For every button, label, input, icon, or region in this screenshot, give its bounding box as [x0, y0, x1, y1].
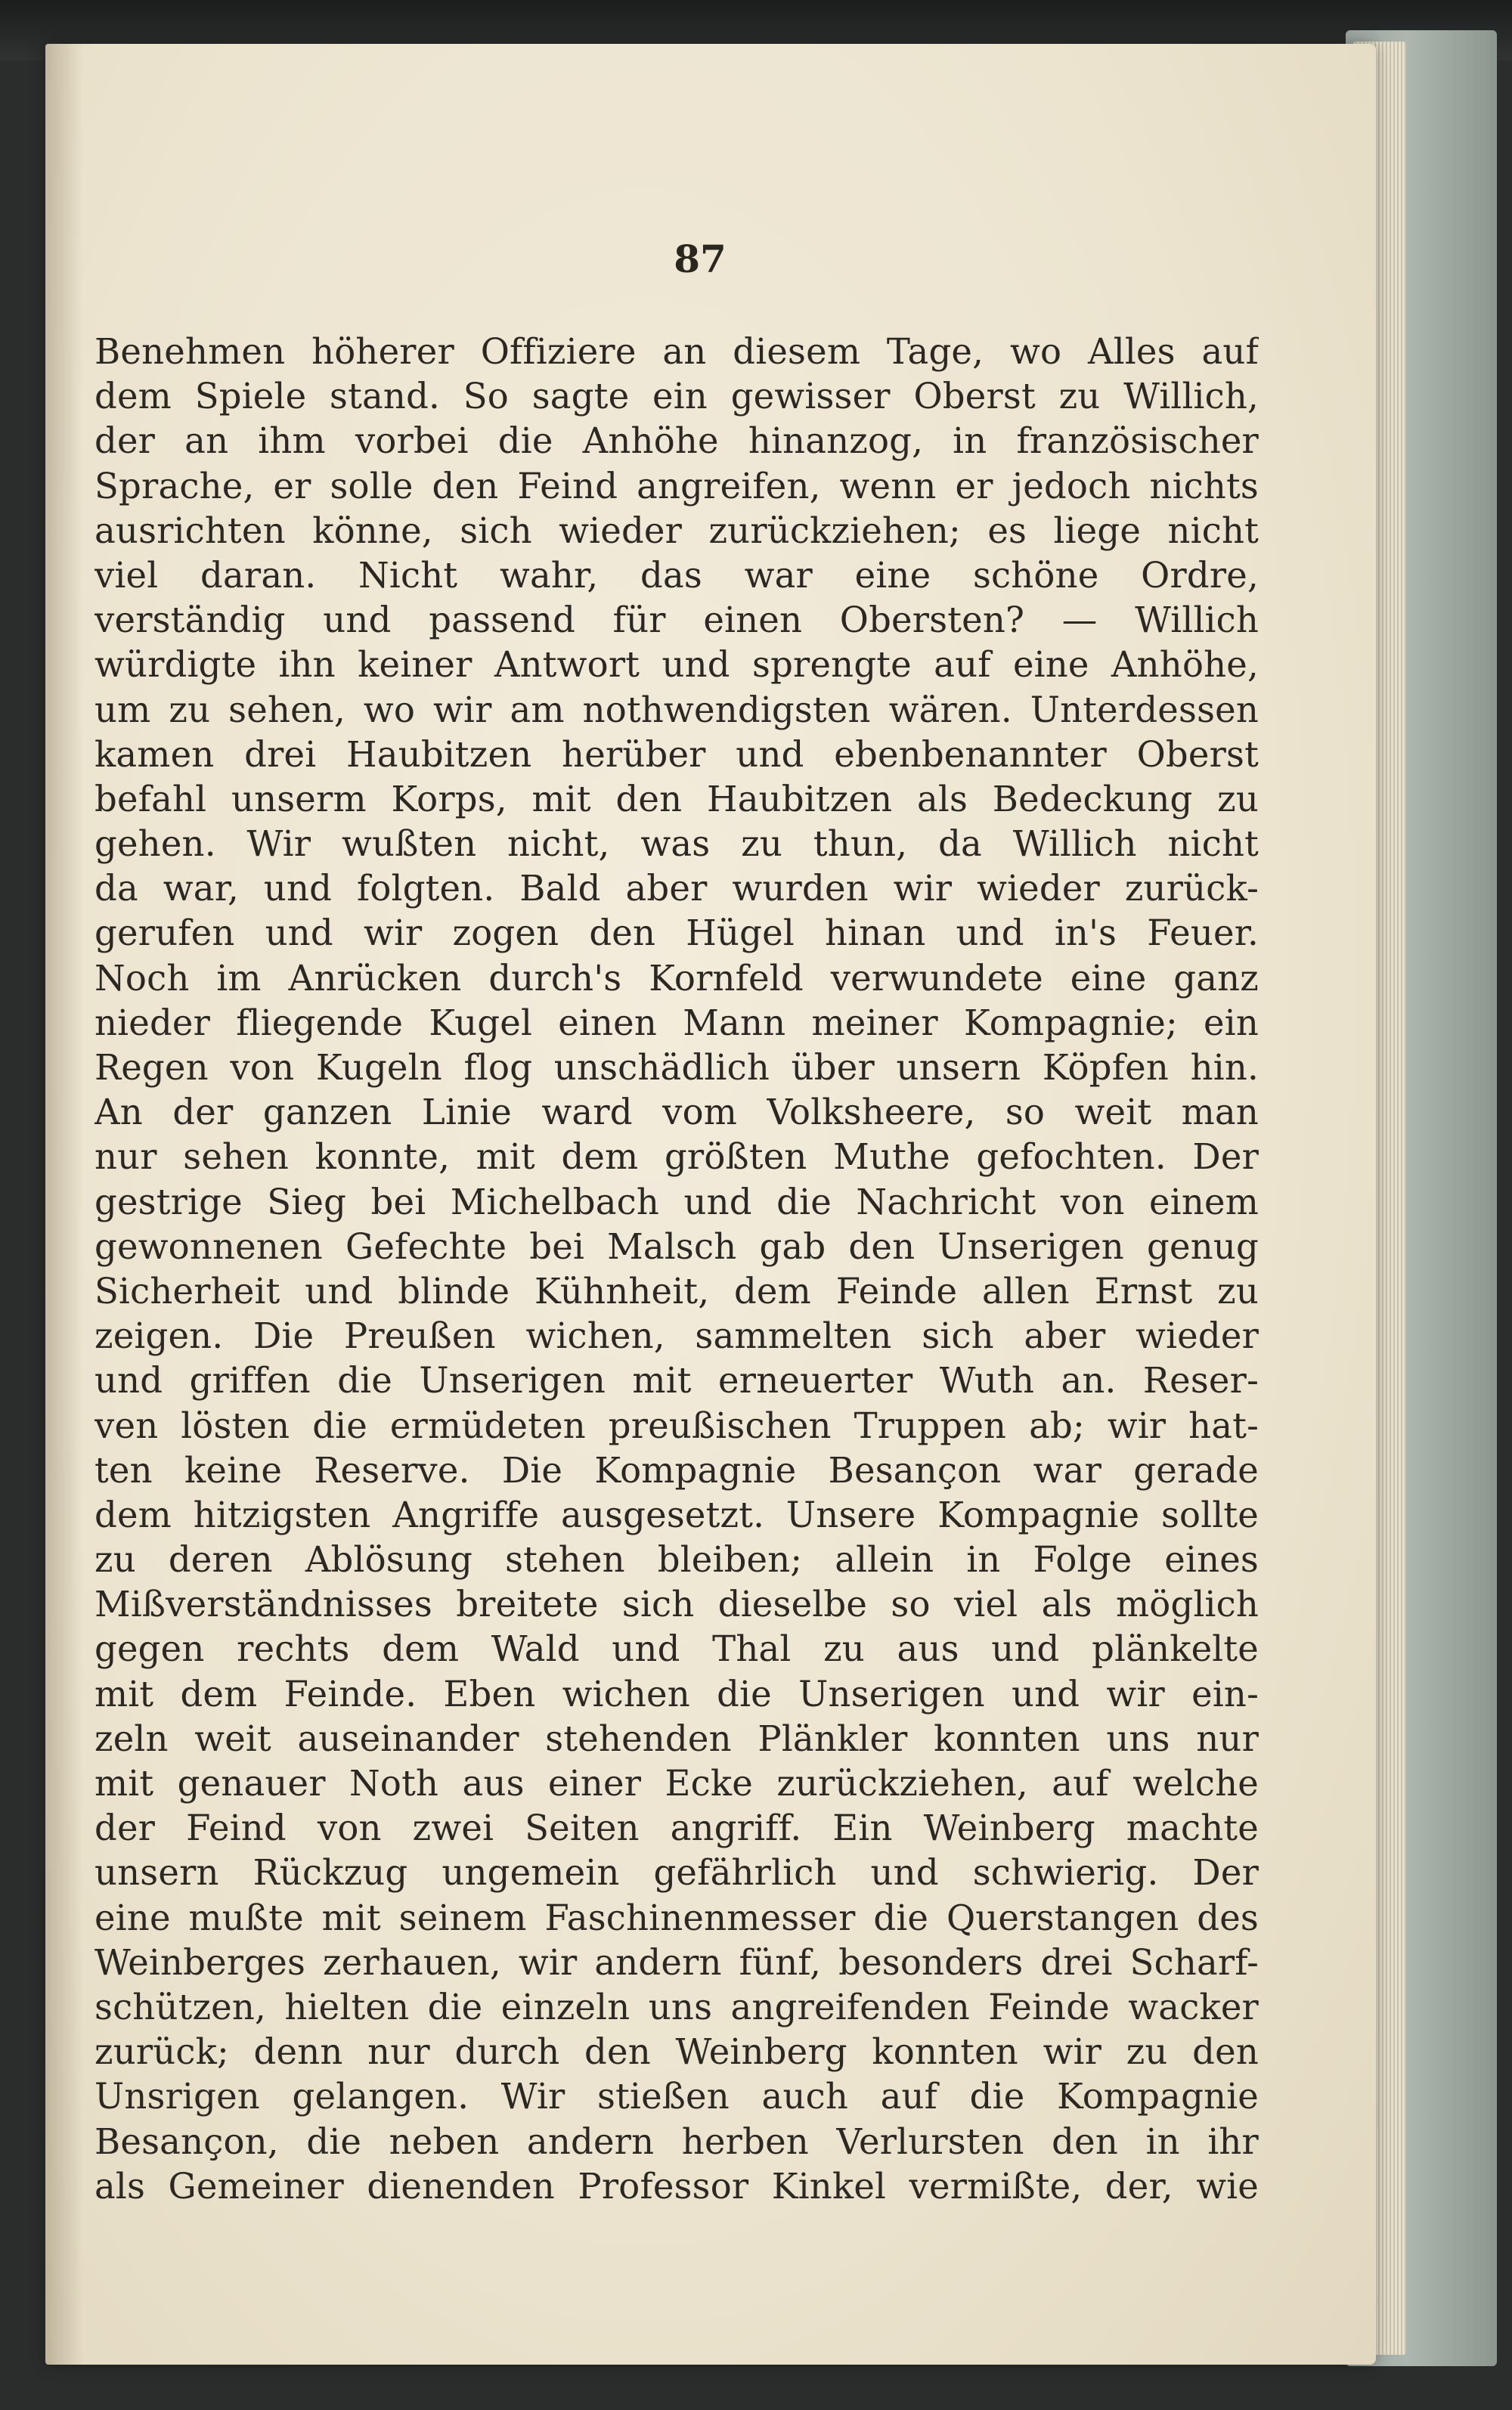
text-line: ausrichten könne, sich wieder zurückziehen; es liege nicht: [94, 510, 1259, 551]
text-line: nieder fliegende Kugel einen Mann meiner Kompagnie; ein: [94, 1002, 1259, 1043]
text-line: zurück; denn nur durch den Weinberg konnten wir zu den: [94, 2031, 1259, 2073]
text-line: gegen rechts dem Wald und Thal zu aus und plänkelte: [94, 1628, 1259, 1670]
text-line: der an ihm vorbei die Anhöhe hinanzog, in französischer: [94, 420, 1259, 462]
text-line: Regen von Kugeln flog unschädlich über unsern Köpfen hin.: [94, 1047, 1259, 1088]
text-line: ven lösten die ermüdeten preußischen Truppen ab; wir hat-: [94, 1405, 1259, 1446]
text-line: gewonnenen Gefechte bei Malsch gab den Unserigen genug: [94, 1225, 1259, 1267]
text-line: dem Spiele stand. So sagte ein gewisser Oberst zu Willich,: [94, 376, 1259, 417]
text-line: viel daran. Nicht wahr, das war eine schöne Ordre,: [94, 554, 1259, 596]
text-line: gestrige Sieg bei Michelbach und die Nachricht von einem: [94, 1181, 1259, 1222]
text-line: Sicherheit und blinde Kühnheit, dem Feinde allen Ernst zu: [94, 1270, 1259, 1312]
text-line: eine mußte mit seinem Faschinenmesser die Querstangen des: [94, 1897, 1259, 1938]
body-text: [94, 330, 1259, 2209]
text-line: mit dem Feinde. Eben wichen die Unserigen und wir ein-: [94, 1673, 1259, 1715]
text-line: Sprache, er solle den Feind angreifen, wenn er jedoch nichts: [94, 465, 1259, 506]
text-line: Weinberges zerhauen, wir andern fünf, besonders drei Scharf-: [94, 1941, 1259, 1983]
text-line: befahl unserm Korps, mit den Haubitzen als Bedeckung zu: [94, 778, 1259, 819]
text-line: schützen, hielten die einzeln uns angreifenden Feinde wacker: [94, 1986, 1259, 2027]
text-line: verständig und passend für einen Obersten? — Willich: [94, 599, 1259, 641]
text-line: Noch im Anrücken durch's Kornfeld verwundete eine ganz: [94, 957, 1259, 999]
text-line: der Feind von zwei Seiten angriff. Ein Weinberg machte: [94, 1807, 1259, 1849]
text-line: An der ganzen Linie ward vom Volksheere, so weit man: [94, 1092, 1259, 1133]
text-line: da war, und folgten. Bald aber wurden wir wieder zurück-: [94, 868, 1259, 909]
text-line: mit genauer Noth aus einer Ecke zurückziehen, auf welche: [94, 1763, 1259, 1804]
text-line: Unsrigen gelangen. Wir stießen auch auf die Kompagnie: [94, 2076, 1259, 2117]
text-line: gehen. Wir wußten nicht, was zu thun, da Willich nicht: [94, 823, 1259, 865]
text-line: ten keine Reserve. Die Kompagnie Besançon war gerade: [94, 1449, 1259, 1491]
book-page: [45, 44, 1376, 2365]
text-line: nur sehen konnte, mit dem größten Muthe gefochten. Der: [94, 1136, 1259, 1178]
text-line: Benehmen höherer Offiziere an diesem Tage, wo Alles auf: [94, 331, 1259, 372]
text-line: zeigen. Die Preußen wichen, sammelten sich aber wieder: [94, 1315, 1259, 1357]
text-line: unsern Rückzug ungemein gefährlich und schwierig. Der: [94, 1852, 1259, 1894]
text-line: zu deren Ablösung stehen bleiben; allein in Folge eines: [94, 1539, 1259, 1581]
text-line: zeln weit auseinander stehenden Plänkler konnten uns nur: [94, 1718, 1259, 1759]
text-line: dem hitzigsten Angriffe ausgesetzt. Unsere Kompagnie sollte: [94, 1494, 1259, 1535]
text-line: als Gemeiner dienenden Professor Kinkel vermißte, der, wie: [94, 2165, 1259, 2207]
page-number: 87: [674, 237, 727, 281]
text-line: Besançon, die neben andern herben Verlursten den in ihr: [94, 2120, 1259, 2162]
text-line: gerufen und wir zogen den Hügel hinan und in's Feuer.: [94, 912, 1259, 954]
text-line: würdigte ihn keiner Antwort und sprengte auf eine Anhöhe,: [94, 644, 1259, 686]
text-line: kamen drei Haubitzen herüber und ebenbenannter Oberst: [94, 733, 1259, 775]
text-line: Mißverständnisses breitete sich dieselbe so viel als möglich: [94, 1584, 1259, 1625]
text-line: um zu sehen, wo wir am nothwendigsten wären. Unterdessen: [94, 689, 1259, 730]
text-line: und griffen die Unserigen mit erneuerter Wuth an. Reser-: [94, 1360, 1259, 1402]
